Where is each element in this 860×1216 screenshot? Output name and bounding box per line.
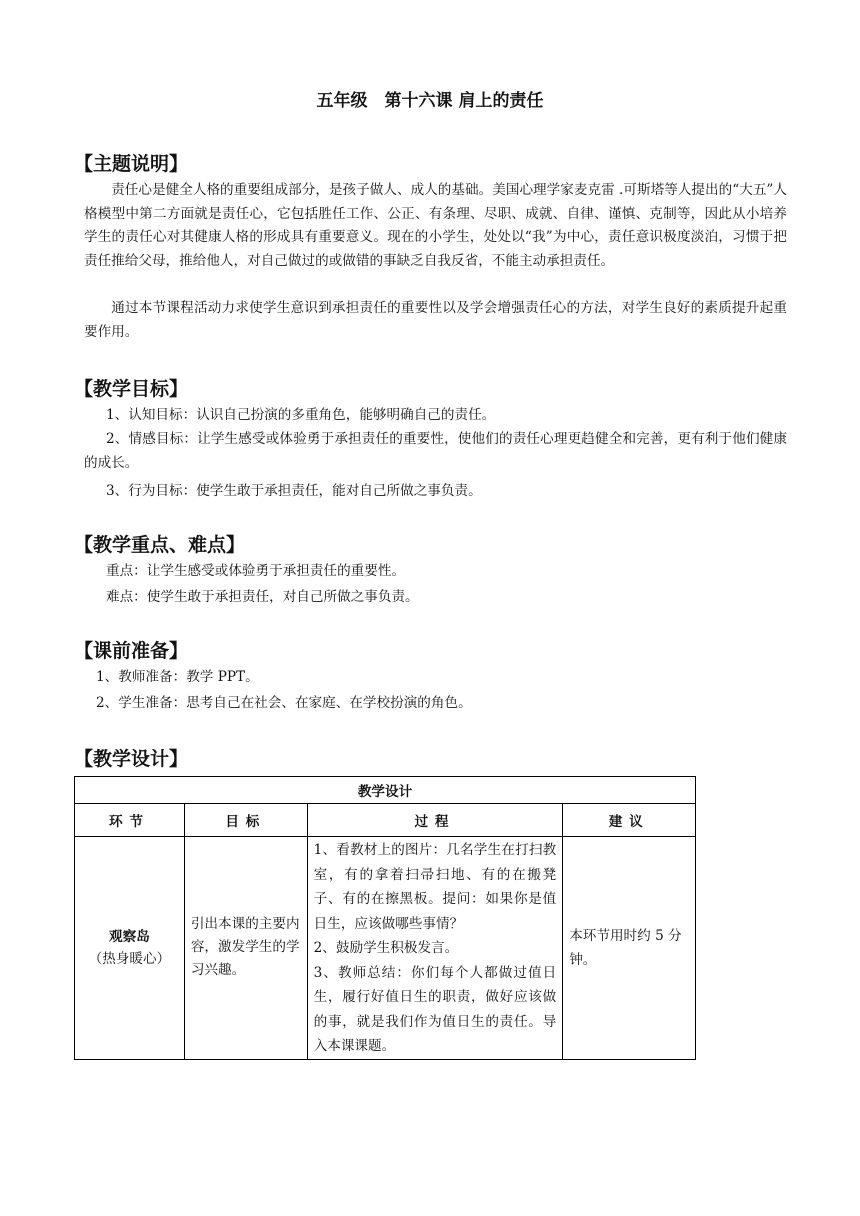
process-cell xyxy=(307,837,563,1060)
keypoint-focus: 重点：让学生感受或体验勇于承担责任的重要性。 xyxy=(106,563,406,579)
process-step-1: 1、看教材上的图片：几名学生在打扫教室，有的拿着扫帚扫地、有的在搬凳子、有的在擦黑板。提问：如果你是值日生，应该做哪些事情？ xyxy=(313,842,557,932)
process-step-2: 2、鼓励学生积极发言。 xyxy=(313,940,459,956)
keypoint-difficulty: 难点：使学生敢于承担责任，对自己所做之事负责。 xyxy=(106,589,419,605)
stage-subtitle: （热身暖心） xyxy=(88,950,171,967)
table-row xyxy=(75,837,696,1060)
header-stage: 环节 xyxy=(75,804,185,837)
header-goal: 目标 xyxy=(184,804,307,837)
theme-paragraph-2: 通过本节课程活动力求使学生意识到承担责任的重要性以及学会增强责任心的方法，对学生良好的素质提升起重要作用。 xyxy=(84,300,787,340)
goal-item-2: 2、情感目标：让学生感受或体验勇于承担责任的重要性，使他们的责任心理更趋健全和完善，更有利于他们健康的成长。 xyxy=(84,431,787,471)
lesson-title: 五年级 第十六课 肩上的责任 xyxy=(316,91,544,111)
table-caption: 教学设计 xyxy=(75,777,696,804)
prep-heading: 【课前准备】 xyxy=(74,640,189,662)
advice-cell: 本环节用时约 5 分钟。 xyxy=(563,837,696,1060)
goals-heading: 【教学目标】 xyxy=(74,378,189,400)
header-advice: 建议 xyxy=(563,804,696,837)
goal-item-3: 3、行为目标：使学生敢于承担责任，能对自己所做之事负责。 xyxy=(106,483,482,499)
theme-heading: 【主题说明】 xyxy=(74,153,189,175)
keypoints-heading: 【教学重点、难点】 xyxy=(74,534,246,556)
prep-student: 2、学生准备：思考自己在社会、在家庭、在学校扮演的角色。 xyxy=(96,695,472,711)
goal-cell: 引出本课的主要内容，激发学生的学习兴趣。 xyxy=(184,837,307,1060)
table-header-row xyxy=(75,804,696,837)
design-table xyxy=(74,776,696,1060)
theme-paragraph-1: 责任心是健全人格的重要组成部分，是孩子做人、成人的基础。美国心理学家麦克雷 .可斯塔等人提出的“大五”人格模型中第二方面就是责任心，它包括胜任工作、公正、有条理、尽职、成就、自律、谨慎、克制等，因此从小培养学生的责任心对其健康人格的形成具有重要意义。现在的小学生，处处以“我”为中心，责任意识极度淡泊，习惯于把责任推给父母，推给他人，对自己做过的或做错的事缺乏自我反省，不能主动承担责任。 xyxy=(84,182,787,269)
goal-item-1: 1、认知目标：认识自己扮演的多重角色，能够明确自己的责任。 xyxy=(106,407,496,423)
header-process: 过程 xyxy=(307,804,563,837)
process-step-3: 3、教师总结：你们每个人都做过值日生，履行好值日生的职责，做好应该做的事，就是我们作为值日生的责任。导入本课课题。 xyxy=(313,964,557,1054)
design-heading: 【教学设计】 xyxy=(74,748,189,770)
stage-name: 观察岛 xyxy=(109,928,150,945)
prep-teacher: 1、教师准备：教学 PPT。 xyxy=(96,669,259,685)
stage-cell xyxy=(75,837,185,1060)
